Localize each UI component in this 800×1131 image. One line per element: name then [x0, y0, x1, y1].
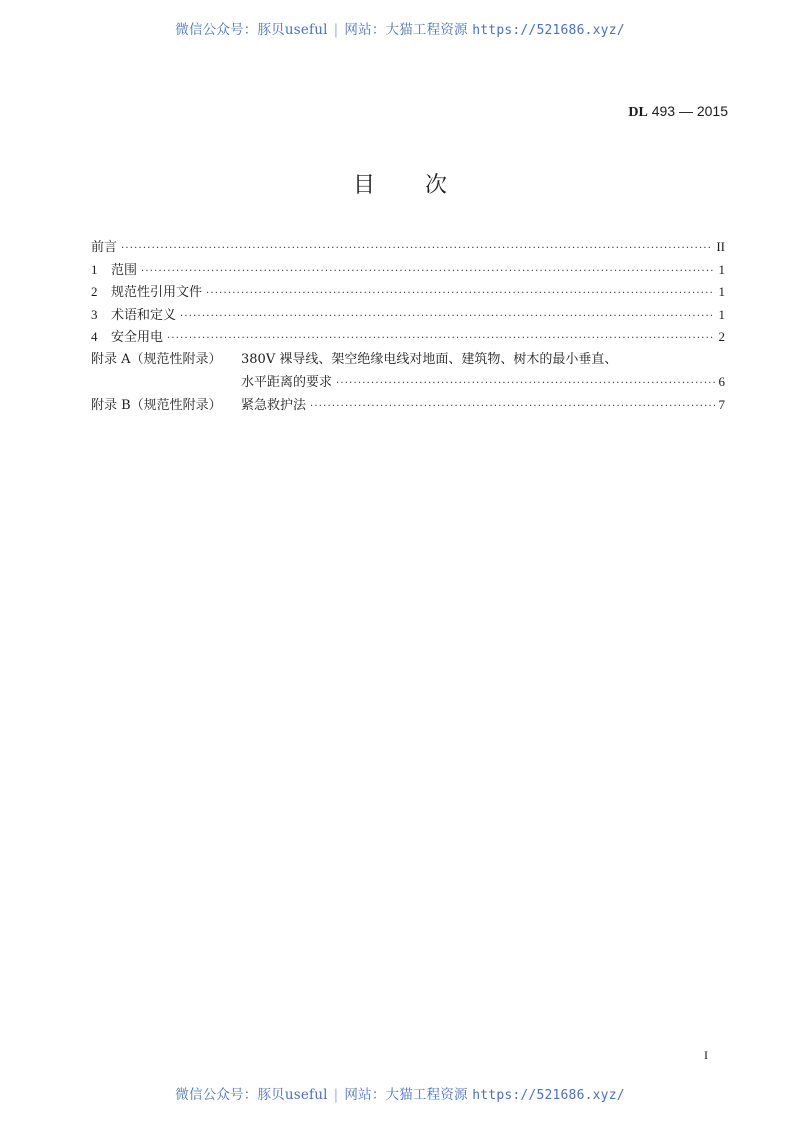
toc-appendix-prefix: 附录 B（规范性附录） [91, 397, 222, 413]
watermark-url[interactable]: https://521686.xyz/ [472, 23, 625, 38]
toc-entry-electrical-safety[interactable] [91, 326, 725, 349]
toc-entry-appendix-a[interactable] [91, 349, 725, 372]
toc-label: 紧急救护法 [241, 397, 307, 413]
toc-entry-normative-references[interactable] [91, 281, 725, 304]
toc-leader-dots [206, 283, 714, 306]
toc-entry-appendix-b[interactable] [91, 394, 725, 417]
watermark-site: 网站：大猫工程资源 [344, 1087, 468, 1103]
toc-entry-foreword[interactable] [91, 236, 725, 259]
toc-num: 2 [91, 284, 98, 299]
toc-label: 规范性引用文件 [111, 285, 203, 300]
title-char-1: 目 [352, 173, 375, 198]
toc-label: 380V 裸导线、架空绝缘电线对地面、建筑物、树木的最小垂直、 [241, 351, 618, 367]
toc-label: 范围 [111, 262, 138, 278]
standard-number: 493 — 2015 [651, 103, 728, 119]
standard-code [628, 103, 728, 121]
standard-prefix: DL [628, 105, 648, 120]
toc-entry-scope[interactable] [91, 259, 725, 282]
toc-label: 前言 [91, 240, 118, 255]
toc-label: 术语和定义 [111, 307, 177, 323]
toc-entry-terms-definitions[interactable] [91, 304, 725, 327]
toc-page: 2 [718, 329, 725, 344]
toc-leader-dots [336, 373, 714, 396]
toc-label: 水平距离的要求 [241, 375, 333, 390]
toc-leader-dots [141, 261, 714, 284]
toc-leader-dots [310, 396, 714, 419]
watermark-top [0, 18, 800, 38]
watermark-url[interactable]: https://521686.xyz/ [472, 1088, 625, 1103]
toc-leader-dots [121, 238, 712, 261]
toc-num: 1 [91, 261, 98, 277]
toc-page: 1 [718, 284, 725, 299]
toc-page: 1 [718, 306, 725, 322]
watermark-bottom [0, 1083, 800, 1103]
page-number: I [704, 1048, 708, 1062]
watermark-separator: | [333, 22, 339, 38]
toc-leader-dots [167, 328, 714, 351]
watermark-site: 网站：大猫工程资源 [344, 22, 468, 38]
toc-num: 3 [91, 306, 98, 322]
toc-appendix-prefix: 附录 A（规范性附录） [91, 351, 222, 367]
toc-page: 7 [718, 396, 725, 412]
toc-entry-appendix-a-continued[interactable] [91, 371, 725, 394]
toc-leader-dots [180, 306, 714, 329]
toc-page: II [716, 239, 725, 254]
toc-num: 4 [91, 329, 98, 344]
watermark-separator: | [333, 1087, 339, 1103]
table-of-contents [91, 236, 725, 416]
watermark-wechat: 微信公众号：豚贝useful [175, 22, 328, 38]
watermark-wechat: 微信公众号：豚贝useful [175, 1087, 328, 1103]
page-title [0, 168, 800, 199]
title-char-2: 次 [425, 173, 448, 198]
toc-label: 安全用电 [111, 330, 164, 345]
toc-page: 6 [718, 374, 725, 389]
toc-page: 1 [718, 261, 725, 277]
